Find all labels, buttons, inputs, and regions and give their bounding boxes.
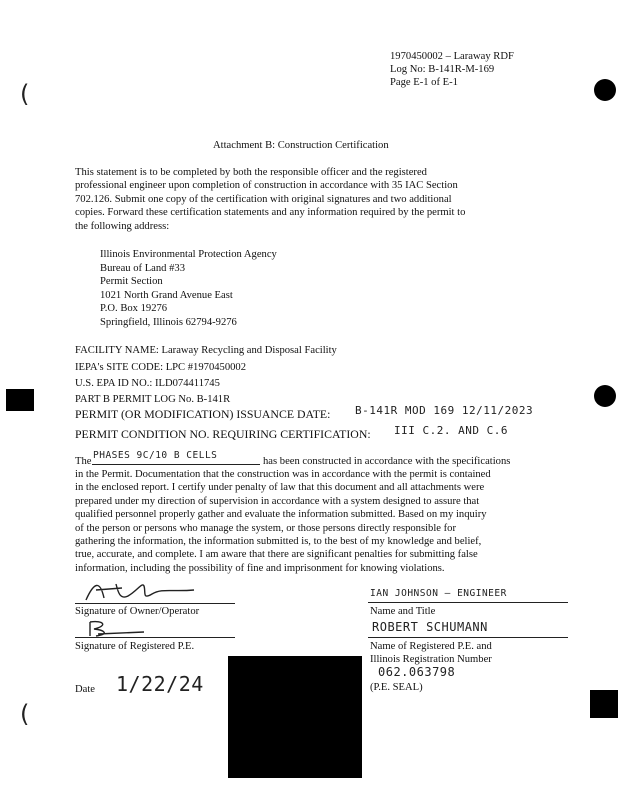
address-line: P.O. Box 19276 bbox=[100, 303, 168, 315]
owner-signature bbox=[82, 578, 212, 606]
intro-line: 702.126. Submit one copy of the certification with original signatures and two additional bbox=[75, 193, 452, 205]
binder-mark-bottom: ( bbox=[20, 700, 30, 728]
header-line-2: Log No: B-141R-M-169 bbox=[390, 64, 495, 75]
address-line: Springfield, Illinois 62794-9276 bbox=[100, 316, 237, 328]
punch-hole-middle bbox=[594, 385, 616, 407]
issuance-date-handwritten: B-141R MOD 169 12/11/2023 bbox=[355, 404, 534, 417]
cert-line: gathering the information, the information submitted is, to the best of my knowledge and belief, bbox=[75, 536, 482, 548]
page-title: Attachment B: Construction Certification bbox=[213, 140, 389, 151]
address-line: Bureau of Land #33 bbox=[100, 262, 186, 274]
facility-name: FACILITY NAME: Laraway Recycling and Disposal Facility bbox=[75, 345, 337, 356]
intro-paragraph bbox=[75, 166, 565, 233]
owner-signature-line bbox=[75, 603, 235, 604]
permit-log: PART B PERMIT LOG No. B-141R bbox=[75, 394, 231, 405]
pe-registration-label: Illinois Registration Number bbox=[370, 654, 492, 665]
owner-signature-label: Signature of Owner/Operator bbox=[75, 606, 200, 617]
name-title-line bbox=[368, 602, 568, 603]
address-line: 1021 North Grand Avenue East bbox=[100, 289, 233, 301]
address-line: Permit Section bbox=[100, 276, 163, 288]
cert-after-phase: has been constructed in accordance with the specifications bbox=[263, 456, 511, 467]
name-title-label: Name and Title bbox=[370, 606, 436, 617]
scan-mark-left bbox=[6, 389, 34, 411]
intro-line: the following address: bbox=[75, 220, 170, 232]
pe-signature-line bbox=[75, 637, 235, 638]
condition-handwritten: III C.2. AND C.6 bbox=[394, 424, 508, 437]
pe-name-line bbox=[368, 637, 568, 638]
intro-line: This statement is to be completed by both the responsible officer and the registered bbox=[75, 167, 427, 178]
scan-mark-right bbox=[590, 690, 618, 718]
header-line-3: Page E-1 of E-1 bbox=[390, 77, 458, 88]
cert-line: information, including the possibility of fine and imprisonment for knowing violations. bbox=[75, 562, 445, 574]
cert-line: true, accurate, and complete. I am aware that there are significant penalties for submitting false bbox=[75, 549, 478, 561]
site-code: IEPA's SITE CODE: LPC #1970450002 bbox=[75, 362, 247, 373]
date-handwritten: 1/22/24 bbox=[116, 672, 204, 696]
name-title-handwritten: IAN JOHNSON – ENGINEER bbox=[370, 588, 507, 599]
punch-hole-top bbox=[594, 79, 616, 101]
epa-id: U.S. EPA ID NO.: ILD074411745 bbox=[75, 378, 220, 389]
intro-line: professional engineer upon completion of construction in accordance with 35 IAC Section bbox=[75, 180, 458, 192]
condition-label: PERMIT CONDITION NO. REQUIRING CERTIFICATION: bbox=[75, 427, 371, 441]
cert-line: qualified personnel properly gather and evaluate the information submitted. Based on my inquiry bbox=[75, 509, 487, 521]
cert-line: in the Permit. Documentation that the construction was in accordance with the permit is contained bbox=[75, 469, 491, 480]
header-line-1: 1970450002 – Laraway RDF bbox=[390, 51, 514, 62]
pe-name-handwritten: ROBERT SCHUMANN bbox=[372, 620, 488, 634]
cert-line: prepared under my direction of supervision in accordance with a system designed to assure that bbox=[75, 495, 480, 507]
cert-line: in the enclosed report. I certify under penalty of law that this document and all attachments were bbox=[75, 482, 485, 494]
intro-line: copies. Forward these certification statements and any information required by the permit to bbox=[75, 207, 466, 219]
date-label: Date bbox=[75, 684, 95, 695]
issuance-date-label: PERMIT (OR MODIFICATION) ISSUANCE DATE: bbox=[75, 407, 331, 421]
cert-the: The bbox=[75, 456, 92, 467]
certification-paragraph bbox=[75, 468, 565, 575]
phase-handwritten: PHASES 9C/10 B CELLS bbox=[93, 450, 218, 461]
pe-name-label: Name of Registered P.E. and bbox=[370, 641, 492, 652]
phase-underline bbox=[92, 464, 260, 465]
mailing-address bbox=[100, 248, 277, 330]
header-block bbox=[390, 50, 514, 89]
cert-line: of the person or persons who manage the system, or those persons directly responsible for bbox=[75, 522, 456, 534]
pe-seal-label: (P.E. SEAL) bbox=[370, 682, 423, 693]
pe-registration-handwritten: 062.063798 bbox=[378, 665, 456, 679]
pe-signature-label: Signature of Registered P.E. bbox=[75, 641, 195, 652]
binder-mark-top: ( bbox=[20, 80, 30, 108]
redacted-seal-block bbox=[228, 656, 362, 778]
address-line: Illinois Environmental Protection Agency bbox=[100, 249, 277, 260]
